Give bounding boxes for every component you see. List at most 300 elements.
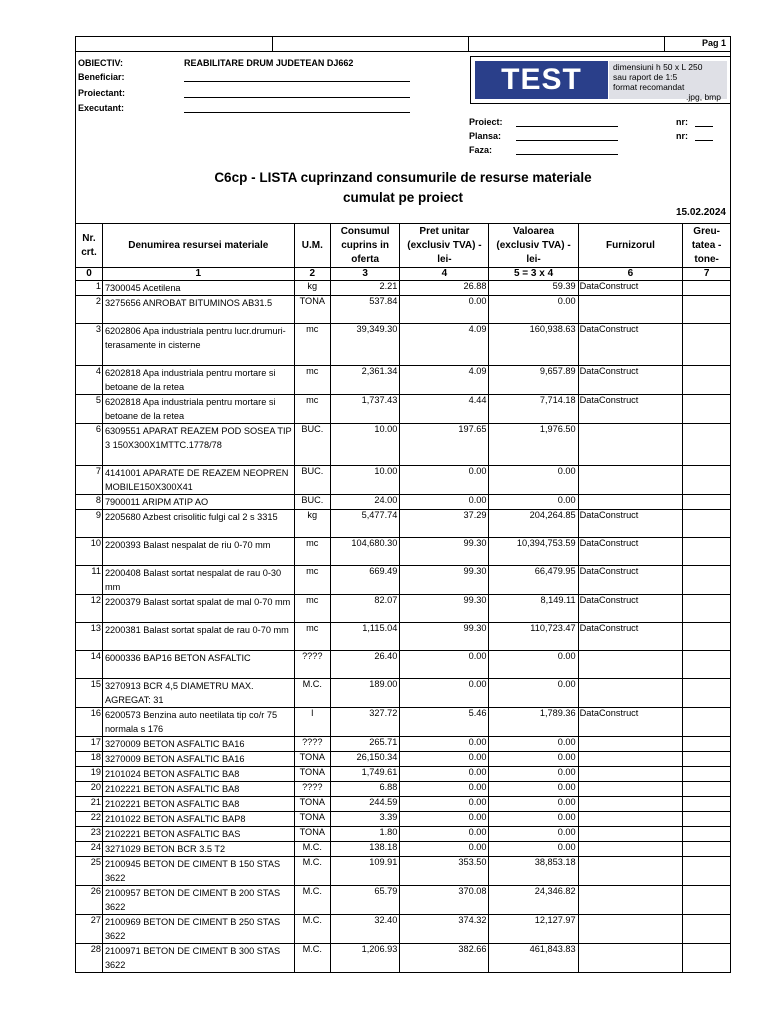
unit-price: 0.00 — [400, 767, 489, 782]
beneficiar-label: Beneficiar: — [78, 72, 125, 82]
total-value: 0.00 — [489, 797, 578, 812]
total-value: 8,149.11 — [489, 595, 578, 623]
column-index: 0 — [76, 268, 103, 281]
quantity: 32.40 — [330, 915, 399, 944]
total-value: 0.00 — [489, 679, 578, 708]
table-row — [76, 595, 731, 623]
supplier: DataConstruct — [578, 281, 683, 296]
top-strip-cell — [76, 37, 273, 51]
unit-price: 4.09 — [400, 324, 489, 366]
total-value: 24,346.82 — [489, 886, 578, 915]
supplier — [578, 679, 683, 708]
weight — [683, 538, 731, 566]
resource-name: 2100957 BETON DE CIMENT B 200 STAS 3622 — [102, 886, 294, 915]
column-index: 1 — [102, 268, 294, 281]
table-row — [76, 538, 731, 566]
quantity: 327.72 — [330, 708, 399, 737]
quantity: 104,680.30 — [330, 538, 399, 566]
supplier — [578, 944, 683, 973]
weight — [683, 842, 731, 857]
logo-note-line: format recomandat — [613, 82, 685, 92]
column-index: 6 — [578, 268, 683, 281]
quantity: 26.40 — [330, 651, 399, 679]
resource-name: 2100945 BETON DE CIMENT B 150 STAS 3622 — [102, 857, 294, 886]
table-row — [76, 495, 731, 510]
total-value: 1,976.50 — [489, 424, 578, 466]
proiect-line — [516, 126, 618, 127]
unit-price: 99.30 — [400, 623, 489, 651]
unit-price: 99.30 — [400, 538, 489, 566]
weight — [683, 886, 731, 915]
quantity: 65.79 — [330, 886, 399, 915]
resource-name: 6202806 Apa industriala pentru lucr.drumuri-terasamente in cisterne — [102, 324, 294, 366]
unit: ???? — [294, 651, 330, 679]
row-number: 22 — [76, 812, 103, 827]
supplier — [578, 651, 683, 679]
resource-name: 7300045 Acetilena — [102, 281, 294, 296]
col-header-consum: Consumul cuprins in oferta — [330, 224, 399, 268]
unit: mc — [294, 538, 330, 566]
weight — [683, 651, 731, 679]
resources-table — [75, 223, 731, 973]
weight — [683, 424, 731, 466]
row-number: 8 — [76, 495, 103, 510]
table-row — [76, 395, 731, 424]
table-row — [76, 827, 731, 842]
total-value: 7,714.18 — [489, 395, 578, 424]
column-index: 7 — [683, 268, 731, 281]
quantity: 244.59 — [330, 797, 399, 812]
unit: ???? — [294, 782, 330, 797]
quantity: 1,749.61 — [330, 767, 399, 782]
top-strip-cell — [468, 37, 665, 51]
col-header-greutate: Greu- tatea -tone- — [683, 224, 731, 268]
resource-name: 4141001 APARATE DE REAZEM NEOPREN MOBILE150X300X41 — [102, 466, 294, 495]
weight — [683, 767, 731, 782]
row-number: 17 — [76, 737, 103, 752]
table-row — [76, 797, 731, 812]
quantity: 1.80 — [330, 827, 399, 842]
objectiv-label: OBIECTIV: — [78, 58, 124, 68]
supplier — [578, 886, 683, 915]
unit: ???? — [294, 737, 330, 752]
total-value: 12,127.97 — [489, 915, 578, 944]
row-number: 18 — [76, 752, 103, 767]
unit: TONA — [294, 767, 330, 782]
resource-name: 3270009 BETON ASFALTIC BA16 — [102, 737, 294, 752]
resource-name: 2200379 Balast sortat spalat de mal 0-70 mm — [102, 595, 294, 623]
quantity: 1,206.93 — [330, 944, 399, 973]
quantity: 39,349.30 — [330, 324, 399, 366]
total-value: 0.00 — [489, 752, 578, 767]
table-row — [76, 651, 731, 679]
unit-price: 374.32 — [400, 915, 489, 944]
unit-price: 99.30 — [400, 566, 489, 595]
nr-label: nr: — [676, 131, 688, 141]
resource-name: 3271029 BETON BCR 3.5 T2 — [102, 842, 294, 857]
unit: mc — [294, 566, 330, 595]
quantity: 537.84 — [330, 296, 399, 324]
resource-name: 2100971 BETON DE CIMENT B 300 STAS 3622 — [102, 944, 294, 973]
weight — [683, 296, 731, 324]
supplier — [578, 827, 683, 842]
row-number: 16 — [76, 708, 103, 737]
weight — [683, 366, 731, 395]
unit-price: 4.09 — [400, 366, 489, 395]
unit-price: 26.88 — [400, 281, 489, 296]
resource-name: 2200381 Balast sortat spalat de rau 0-70 mm — [102, 623, 294, 651]
col-header-nr: Nr. crt. — [76, 224, 103, 268]
unit: TONA — [294, 797, 330, 812]
unit: TONA — [294, 827, 330, 842]
weight — [683, 566, 731, 595]
supplier — [578, 495, 683, 510]
table-row — [76, 782, 731, 797]
table-header-row — [76, 224, 731, 268]
supplier — [578, 296, 683, 324]
unit-price: 0.00 — [400, 797, 489, 812]
total-value: 0.00 — [489, 737, 578, 752]
logo-note-line: .jpg, bmp — [686, 92, 721, 102]
supplier — [578, 915, 683, 944]
unit: M.C. — [294, 842, 330, 857]
total-value: 204,264.85 — [489, 510, 578, 538]
table-row — [76, 623, 731, 651]
quantity: 2,361.34 — [330, 366, 399, 395]
supplier — [578, 797, 683, 812]
document-date: 15.02.2024 — [675, 207, 726, 218]
table-row — [76, 296, 731, 324]
weight — [683, 944, 731, 973]
resource-name: 2200393 Balast nespalat de riu 0-70 mm — [102, 538, 294, 566]
row-number: 26 — [76, 886, 103, 915]
weight — [683, 679, 731, 708]
column-index: 5 = 3 x 4 — [489, 268, 578, 281]
unit: kg — [294, 281, 330, 296]
row-number: 19 — [76, 767, 103, 782]
total-value: 0.00 — [489, 827, 578, 842]
table-row — [76, 324, 731, 366]
weight — [683, 812, 731, 827]
table-row — [76, 915, 731, 944]
quantity: 5,477.74 — [330, 510, 399, 538]
supplier — [578, 812, 683, 827]
weight — [683, 510, 731, 538]
col-header-um: U.M. — [294, 224, 330, 268]
resource-name: 6202818 Apa industriala pentru mortare si betoane de la retea — [102, 395, 294, 424]
weight — [683, 495, 731, 510]
unit: mc — [294, 366, 330, 395]
unit-price: 4.44 — [400, 395, 489, 424]
table-row — [76, 566, 731, 595]
total-value: 0.00 — [489, 842, 578, 857]
quantity: 138.18 — [330, 842, 399, 857]
unit: mc — [294, 395, 330, 424]
resource-name: 2101022 BETON ASFALTIC BAP8 — [102, 812, 294, 827]
page-title: C6cp - LISTA cuprinzand consumurile de resurse materiale — [214, 170, 592, 185]
unit-price: 0.00 — [400, 679, 489, 708]
unit-price: 0.00 — [400, 812, 489, 827]
total-value: 1,789.36 — [489, 708, 578, 737]
quantity: 1,115.04 — [330, 623, 399, 651]
weight — [683, 827, 731, 842]
resource-name: 6200573 Benzina auto neetilata tip co/r 75 normala s 176 — [102, 708, 294, 737]
unit-price: 0.00 — [400, 737, 489, 752]
table-body — [76, 281, 731, 973]
nr-label: nr: — [676, 117, 688, 127]
logo-note-line: sau raport de 1:5 — [613, 72, 678, 82]
row-number: 21 — [76, 797, 103, 812]
weight — [683, 708, 731, 737]
unit: BUC. — [294, 424, 330, 466]
column-index: 2 — [294, 268, 330, 281]
resource-name: 2102221 BETON ASFALTIC BA8 — [102, 782, 294, 797]
row-number: 2 — [76, 296, 103, 324]
supplier: DataConstruct — [578, 510, 683, 538]
unit-price: 0.00 — [400, 782, 489, 797]
resource-name: 7900011 ARIPM ATIP AO — [102, 495, 294, 510]
unit: kg — [294, 510, 330, 538]
objectiv-value: REABILITARE DRUM JUDETEAN DJ662 — [184, 58, 354, 68]
supplier — [578, 466, 683, 495]
executant-line — [184, 112, 410, 113]
row-number: 10 — [76, 538, 103, 566]
unit: M.C. — [294, 679, 330, 708]
row-number: 11 — [76, 566, 103, 595]
supplier: DataConstruct — [578, 324, 683, 366]
unit-price: 0.00 — [400, 296, 489, 324]
plansa-line — [516, 140, 618, 141]
nr-line — [695, 126, 713, 127]
table-row — [76, 679, 731, 708]
quantity: 265.71 — [330, 737, 399, 752]
top-strip-cell — [272, 37, 469, 51]
quantity: 10.00 — [330, 466, 399, 495]
col-header-pret: Pret unitar (exclusiv TVA) -lei- — [400, 224, 489, 268]
row-number: 24 — [76, 842, 103, 857]
row-number: 5 — [76, 395, 103, 424]
row-number: 6 — [76, 424, 103, 466]
supplier: DataConstruct — [578, 566, 683, 595]
row-number: 27 — [76, 915, 103, 944]
supplier — [578, 767, 683, 782]
unit: mc — [294, 595, 330, 623]
quantity: 82.07 — [330, 595, 399, 623]
proiect-label: Proiect: — [469, 117, 503, 127]
unit: M.C. — [294, 857, 330, 886]
unit: BUC. — [294, 495, 330, 510]
total-value: 0.00 — [489, 651, 578, 679]
faza-line — [516, 154, 618, 155]
row-number: 20 — [76, 782, 103, 797]
nr-line — [695, 140, 713, 141]
weight — [683, 466, 731, 495]
col-header-valoare: Valoarea (exclusiv TVA) -lei- — [489, 224, 578, 268]
supplier: DataConstruct — [578, 595, 683, 623]
weight — [683, 395, 731, 424]
beneficiar-line — [184, 81, 410, 82]
resource-name: 2200408 Balast sortat nespalat de rau 0-30 mm — [102, 566, 294, 595]
unit: TONA — [294, 296, 330, 324]
weight — [683, 595, 731, 623]
unit-price: 353.50 — [400, 857, 489, 886]
supplier: DataConstruct — [578, 623, 683, 651]
total-value: 0.00 — [489, 466, 578, 495]
supplier: DataConstruct — [578, 366, 683, 395]
resource-name: 6202818 Apa industriala pentru mortare si betoane de la retea — [102, 366, 294, 395]
table-row — [76, 281, 731, 296]
total-value: 10,394,753.59 — [489, 538, 578, 566]
unit-price: 0.00 — [400, 842, 489, 857]
column-index: 3 — [330, 268, 399, 281]
logo-note-line: dimensiuni h 50 x L 250 — [613, 62, 703, 72]
unit: BUC. — [294, 466, 330, 495]
total-value: 0.00 — [489, 782, 578, 797]
supplier — [578, 752, 683, 767]
table-row — [76, 737, 731, 752]
row-number: 7 — [76, 466, 103, 495]
resource-name: 2101024 BETON ASFALTIC BA8 — [102, 767, 294, 782]
quantity: 26,150.34 — [330, 752, 399, 767]
resource-name: 2205680 Azbest crisolitic fulgi cal 2 s 3315 — [102, 510, 294, 538]
supplier — [578, 842, 683, 857]
weight — [683, 797, 731, 812]
row-number: 12 — [76, 595, 103, 623]
proiectant-label: Proiectant: — [78, 88, 126, 98]
unit: mc — [294, 623, 330, 651]
quantity: 3.39 — [330, 812, 399, 827]
resource-name: 2100969 BETON DE CIMENT B 250 STAS 3622 — [102, 915, 294, 944]
weight — [683, 623, 731, 651]
table-row — [76, 812, 731, 827]
weight — [683, 324, 731, 366]
unit: TONA — [294, 812, 330, 827]
unit: M.C. — [294, 886, 330, 915]
table-row — [76, 424, 731, 466]
header-block — [75, 52, 731, 224]
supplier: DataConstruct — [578, 708, 683, 737]
row-number: 3 — [76, 324, 103, 366]
table-row — [76, 366, 731, 395]
unit-price: 0.00 — [400, 752, 489, 767]
unit: M.C. — [294, 944, 330, 973]
total-value: 461,843.83 — [489, 944, 578, 973]
weight — [683, 281, 731, 296]
proiectant-line — [184, 97, 410, 98]
quantity: 669.49 — [330, 566, 399, 595]
unit: l — [294, 708, 330, 737]
col-header-furnizor: Furnizorul — [578, 224, 683, 268]
page-subtitle: cumulat pe proiect — [342, 190, 464, 205]
table-row — [76, 842, 731, 857]
unit-price: 99.30 — [400, 595, 489, 623]
resource-name: 3275656 ANROBAT BITUMINOS AB31.5 — [102, 296, 294, 324]
plansa-label: Plansa: — [469, 131, 502, 141]
unit-price: 370.08 — [400, 886, 489, 915]
col-header-denumire: Denumirea resursei materiale — [102, 224, 294, 268]
unit: M.C. — [294, 915, 330, 944]
row-number: 9 — [76, 510, 103, 538]
unit-price: 0.00 — [400, 827, 489, 842]
row-number: 25 — [76, 857, 103, 886]
quantity: 1,737.43 — [330, 395, 399, 424]
row-number: 28 — [76, 944, 103, 973]
supplier — [578, 737, 683, 752]
unit-price: 0.00 — [400, 466, 489, 495]
resource-name: 3270009 BETON ASFALTIC BA16 — [102, 752, 294, 767]
logo-test: TEST — [475, 61, 608, 99]
total-value: 0.00 — [489, 296, 578, 324]
unit-price: 0.00 — [400, 651, 489, 679]
table-row — [76, 466, 731, 495]
weight — [683, 857, 731, 886]
table-row — [76, 708, 731, 737]
unit-price: 5.46 — [400, 708, 489, 737]
resource-name: 2102221 BETON ASFALTIC BA8 — [102, 797, 294, 812]
unit-price: 37.29 — [400, 510, 489, 538]
total-value: 160,938.63 — [489, 324, 578, 366]
total-value: 38,853.18 — [489, 857, 578, 886]
page-number: Pag 1 — [701, 38, 726, 48]
row-number: 15 — [76, 679, 103, 708]
resource-name: 6000336 BAP16 BETON ASFALTIC — [102, 651, 294, 679]
weight — [683, 782, 731, 797]
total-value: 0.00 — [489, 495, 578, 510]
supplier: DataConstruct — [578, 538, 683, 566]
supplier: DataConstruct — [578, 395, 683, 424]
column-index: 4 — [400, 268, 489, 281]
resource-name: 2102221 BETON ASFALTIC BAS — [102, 827, 294, 842]
top-strip — [75, 36, 731, 52]
supplier — [578, 782, 683, 797]
quantity: 2.21 — [330, 281, 399, 296]
table-row — [76, 510, 731, 538]
total-value: 110,723.47 — [489, 623, 578, 651]
total-value: 9,657.89 — [489, 366, 578, 395]
quantity: 24.00 — [330, 495, 399, 510]
supplier — [578, 857, 683, 886]
row-number: 14 — [76, 651, 103, 679]
total-value: 0.00 — [489, 767, 578, 782]
logo-note — [609, 61, 727, 102]
total-value: 59.39 — [489, 281, 578, 296]
unit: mc — [294, 324, 330, 366]
total-value: 66,479.95 — [489, 566, 578, 595]
table-row — [76, 857, 731, 886]
quantity: 6.88 — [330, 782, 399, 797]
total-value: 0.00 — [489, 812, 578, 827]
executant-label: Executant: — [78, 103, 125, 113]
quantity: 109.91 — [330, 857, 399, 886]
table-row — [76, 944, 731, 973]
row-number: 13 — [76, 623, 103, 651]
table-row — [76, 752, 731, 767]
quantity: 10.00 — [330, 424, 399, 466]
table-row — [76, 767, 731, 782]
supplier — [578, 424, 683, 466]
weight — [683, 737, 731, 752]
faza-label: Faza: — [469, 145, 493, 155]
weight — [683, 915, 731, 944]
resource-name: 3270913 BCR 4,5 DIAMETRU MAX. AGREGAT: 31 — [102, 679, 294, 708]
unit-price: 382.66 — [400, 944, 489, 973]
table-row — [76, 886, 731, 915]
column-index-row — [76, 268, 731, 281]
row-number: 4 — [76, 366, 103, 395]
unit: TONA — [294, 752, 330, 767]
weight — [683, 752, 731, 767]
resource-name: 6309551 APARAT REAZEM POD SOSEA TIP 3 150X300X1MTTC.1778/78 — [102, 424, 294, 466]
